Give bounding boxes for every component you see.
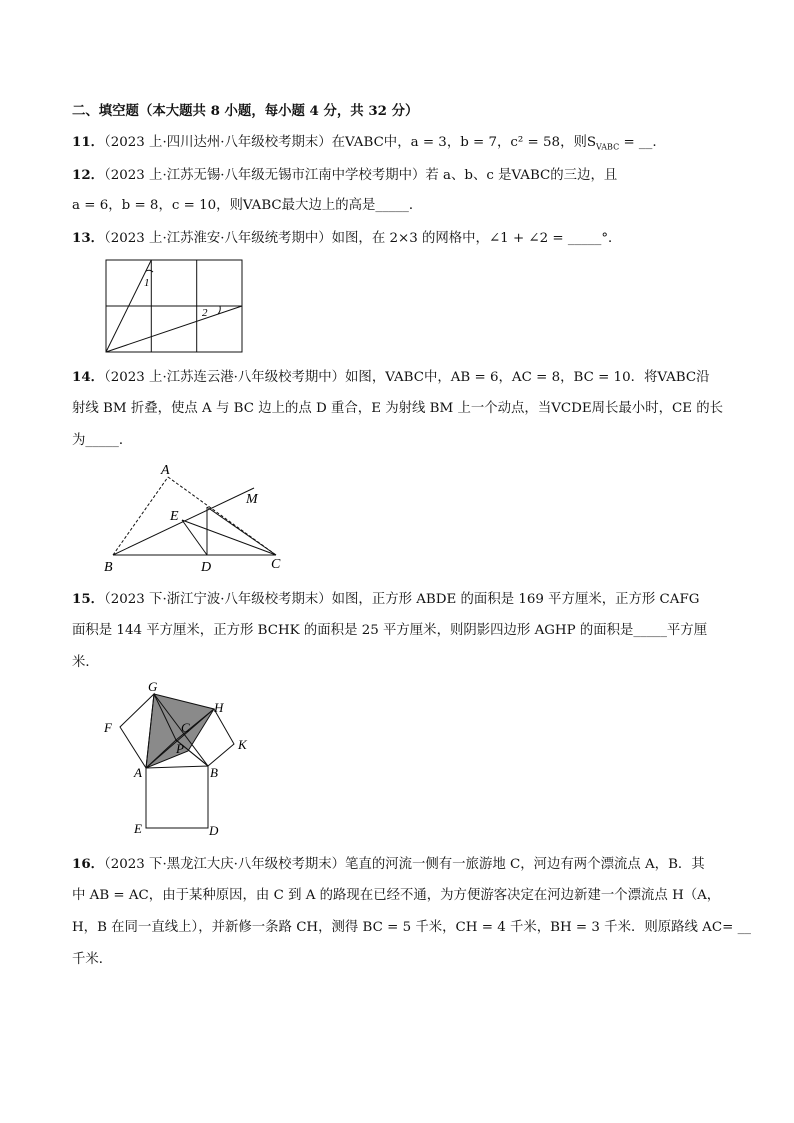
point-E-label: E xyxy=(134,821,142,836)
question-15-line1 xyxy=(72,590,699,609)
q12-number: 12． xyxy=(72,167,105,183)
point-C-label: C xyxy=(181,720,190,735)
grid-diagonal-2 xyxy=(106,306,242,352)
q11-text: 在VABC中，a = 3，b = 7，c² = 58，则S xyxy=(331,135,597,150)
question-15-line2: 面积是 144 平方厘米，正方形 BCHK 的面积是 25 平方厘米，则阴影四边形 AGHP 的面积是_____平方厘 xyxy=(72,623,708,638)
question-11 xyxy=(72,133,657,157)
point-C-label: C xyxy=(271,557,281,572)
point-A-label: A xyxy=(161,463,170,478)
question-16-line3: H，B 在同一直线上），并新修一条路 CH，测得 BC = 5 千米，CH = 4 千米，BH = 3 千米．则原路线 AC= __ xyxy=(72,920,751,935)
point-F-label: F xyxy=(104,720,112,735)
grid-figure xyxy=(100,255,250,357)
point-E-label: E xyxy=(170,509,179,524)
fold-triangle-figure xyxy=(98,458,298,578)
q15-source: （2023 下·浙江宁波·八年级校考期末） xyxy=(104,592,332,607)
question-14-line1 xyxy=(72,368,710,387)
q14-source: （2023 上·江苏连云港·八年级校考期中） xyxy=(104,370,346,385)
q14-number: 14． xyxy=(72,369,105,385)
angle-1-label: 1 xyxy=(144,277,150,289)
question-16-line2: 中 AB = AC，由于某种原因，由 C 到 A 的路现在已经不通，为方便游客决定在河边新建一个漂流点 H（A， xyxy=(72,888,721,903)
q11-subscript: VABC xyxy=(596,142,620,152)
point-G-label: G xyxy=(148,680,158,694)
squares-figure xyxy=(98,680,258,840)
point-D-label: D xyxy=(209,823,219,838)
segment-fold-line xyxy=(207,507,276,555)
question-14-line3: 为_____． xyxy=(72,433,133,448)
q11-tail: = __. xyxy=(619,135,657,150)
q15-number: 15． xyxy=(72,591,105,607)
question-14-line2: 射线 BM 折叠，使点 A 与 BC 边上的点 D 重合，E 为射线 BM 上一个动点，当VCDE周长最小时，CE 的长 xyxy=(72,401,724,416)
point-B-label: B xyxy=(104,560,113,575)
point-A-label: A xyxy=(134,765,142,780)
q13-source: （2023 上·江苏淮安·八年级统考期中） xyxy=(104,231,332,246)
q13-text: 如图，在 2×3 的网格中，∠1 + ∠2 = _____°． xyxy=(331,231,622,246)
angle-1-arc xyxy=(146,270,153,272)
q11-source: （2023 上·四川达州·八年级校考期末） xyxy=(104,135,332,150)
q15-text: 如图，正方形 ABDE 的面积是 169 平方厘米，正方形 CAFG xyxy=(331,592,700,607)
point-M-label: M xyxy=(246,492,258,507)
question-12-line2: a = 6，b = 8，c = 10，则VABC最大边上的高是_____． xyxy=(72,198,423,213)
q12-text: 若 a、b、c 是VABC的三边，且 xyxy=(425,168,618,183)
point-K-label: K xyxy=(238,737,247,752)
question-12-line1 xyxy=(72,166,617,185)
question-16-line1 xyxy=(72,855,705,874)
point-P-label: P xyxy=(176,741,184,756)
question-13 xyxy=(72,229,621,248)
q13-number: 13． xyxy=(72,230,105,246)
q16-number: 16． xyxy=(72,856,105,872)
point-B-label: B xyxy=(210,765,218,780)
angle-2-label: 2 xyxy=(202,307,208,319)
q16-source: （2023 下·黑龙江大庆·八年级校考期末） xyxy=(104,857,346,872)
segment-EC xyxy=(182,520,276,555)
shaded-quadrilateral-AGHP xyxy=(146,694,214,768)
question-15-line3: 米． xyxy=(72,655,99,670)
q14-text: 如图，VABC中，AB = 6，AC = 8，BC = 10．将VABC沿 xyxy=(345,370,710,385)
point-D-label: D xyxy=(201,560,212,575)
angle-2-arc xyxy=(218,306,220,314)
segment-ED xyxy=(182,520,207,555)
square-ABDE xyxy=(146,766,208,828)
q11-number: 11． xyxy=(72,134,105,150)
q12-source: （2023 上·江苏无锡·八年级无锡市江南中学校考期中） xyxy=(104,168,426,183)
question-16-line4: 千米． xyxy=(72,952,113,967)
segment-BA-dashed xyxy=(113,477,168,555)
q16-text: 笔直的河流一侧有一旅游地 C，河边有两个漂流点 A，B．其 xyxy=(345,857,705,872)
point-H-label: H xyxy=(214,700,224,715)
section-header: 二、填空题（本大题共 8 小题，每小题 4 分，共 32 分） xyxy=(72,103,419,119)
